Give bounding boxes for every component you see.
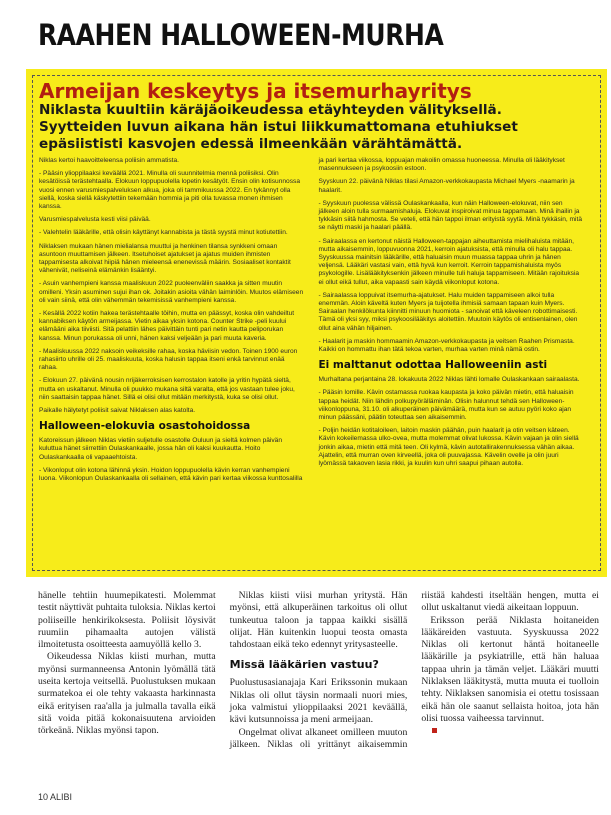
page-header [0,0,611,56]
body-paragraph-last [421,725,599,737]
box-paragraph: - Haalarit ja maskin hommaamin Amazon-verkkokaupasta ja veitsen Raahen Prismasta. Kaikki on hommattu ihan tätä tekoa varten, murhaa varten minä nämä ostin. [318,337,575,354]
box-paragraph: Varusmiespalvelusta kesti viisi päivää. [39,216,151,224]
article-body-columns [38,590,599,785]
box-paragraph: - Sairaalassa loppuivat itsemurha-ajatukset. Halu muiden tappamiseen alkoi tulla enemmän. Aloin käveltä kuten Myers ja tuijotella ihmisiä samaan tapaan kuin Myers. Sairaalan henkilökunta kiinnitti minuun huomiota - sanoivat että käveleen robottimaisesti. Tämä oli yksi syy, miksi psykoosilääkitys aloitettiin. Muutoin käytös oli entisenlainen, olen ollut aina vähän hiljainen. [318,291,578,332]
section-kicker: RAAHEN HALLOWEEN-MURHA [38,18,444,52]
box-paragraph: - Pääsin ylioppilaaksi keväällä 2021. Minulla oli suunnitelmia mennä poliisiksi. Olin kesätöissä terästehtaalla. Elokuun loppupuolella lopetin kesätyöt. Ensin olin kotisunnossa vuosi ennen varusmiespalveluksen alkua, joka oli tammikuussa 2022. En tykännyt olla siellä, koska siellä käskytettiin tekemään hommia ja piti olla tuvassa monen ihmisen kanssa. [39,170,300,211]
body-paragraph: Eriksson perää Niklasta hoitaneiden lääkäreiden vastuuta. Syyskuussa 2022 Niklas oli kertonut häntä hoitaneelle lääkärille ja psykiatrille, että hän haluaa tappaa uhrin ja tämän veljet. Lääkäri muutti Niklaksen lääkitystä, mutta muuta ei tuolloin tehty. Niklaksen sanomisia ei otettu tosissaan eikä hän ole saanut sellaista hoitoa, jota hän olisi tuossa vaiheessa tarvinnut. [421,614,599,724]
end-mark-icon [432,728,437,733]
box-paragraph: - Pääsin lomille. Kävin ostamassa ruokaa kaupasta ja koko päivän mietin, että haluaisin tappaa heidät. Niin lähdin polkupyörälläminän. Olisin halunnut tehdä sen Halloween-viikonloppuna, 31.10. oli alkuperäinen päivämäärä, mutta kun se autuu pyöri koko ajan minun päässäni, päätin toteuttaa sen aikaisemmin. [318,389,574,422]
box-text-columns [39,157,584,569]
box-paragraph: - Sairaalassa en kertonut näistä Halloween-tappajan aiheuttamista mielihaluista mitään, mutta aikaisemmin, loppuvuonna 2021, kerroin ajatuksista, että minulla oli halu tappaa. Syyskuussa mainitsin lääkärille, että haluaisin muun muassa tappaa uhrin ja hänen veljensä. Lääkäri vastasi vain, että hyvä kun kerroit. Kerroin tappamishaluista myös psykologille. Lisälääkityksenkin jälkeen minulle tuli haluja tappamiseen. Mitään rajoituksia ei ollut eikä tullut, aika vapaasti sain käydä viikonloput kotona. [318,237,580,286]
box-paragraph: - Poljin heidän kotitaloileen, laitoin maskin päähän, puin haalarit ja otin veitsen käteen. Kävin kokeilemassa ulko-ovea, mutta molemmat olivat lukossa. Kävin vajaan ja olin siellä jonkin aikaa, mietin että mitä teen. Oli kylmä, kävin autotallirakennuksessa vähän aikaa. Ajattelin, että murran oven kirveellä, joka oli puuvajassa. Kävelin ovelle ja olin juuri lyömässä takaoven lasia rikki, ja kuulin kun uhri saapui pihaan autolla. [318,427,579,468]
box-paragraph: Syyskuun 22. päivänä Niklas tilasi Amazon-verkkokaupasta Michael Myers -naamarin ja haalarit. [318,178,575,194]
box-paragraph: Katoreissun jälkeen Niklas vietiin suljetulle osastolle Ouluun ja sieltä kolmen päivän kuluttua hänet siirrettiin Oulaskankaalle, jossa hän oli kaksi kuukautta. Hoito Oulaskankaalla oli vapaaehtoista. [39,437,282,461]
box-title: Armeijan keskeytys ja itsemurhayritys [39,79,472,103]
page-footer: 10 ALIBI [38,792,73,802]
body-subheading: Missä lääkärien vastuu? [229,658,379,672]
box-paragraph: Niklas kertoi haavoitteleensa poliisin ammatista. [39,157,179,164]
body-paragraph: hänelle tehtiin huumepikatesti. Molemmat testit näyttivät puhtaita tuloksia. Niklas kertoi poliiseille henkirikoksesta. Poliisit löysivät ruumiin pihamaalta autojen välistä ilmoitetusta osoitteesta aamuyöllä kello 3. [38,590,216,651]
box-subheading: Ei malttanut odottaa Halloweeniin asti [318,359,548,372]
box-paragraph: Murhaltana perjantaina 28. lokakuuta 2022 Niklas lähti lomalle Oulaskankaan sairaalasta. [318,376,580,384]
box-paragraph: Niklaksen mukaan hänen mielialansa muuttui ja henkinen tilansa synkkeni omaan asuntoon muuttamisen jälkeen. Itsetuhoiset ajatukset ja ajatus muiden ihmisten tappamisesta alkoivat hiipiä hänen mieleensä enenevissä määrin. Sosiaaliset kontaktit vähenivät, neliseinä elämänkin lisääntyi. [39,242,291,275]
box-lead: Niklasta kuultiin käräjäoikeudessa etäyhteyden välityksellä. Syytteiden luvun aikana hän istui liikkumattomana etuhiukset epäsiististi kasvojen edessä ilmeenkään värähtämättä. [39,102,518,152]
body-paragraph: Puolustusasianajaja Kari Erikssonin mukaan Niklas oli ollut täysin normaali nuori mies, joka valmistui ylioppilaaksi 2021 keväällä, kävi kutsunnoissa ja meni armeijaan. [229,677,408,726]
box-paragraph: Paikalle hälytetyt poliisit saivat Niklaksen alas katolta. [39,407,196,415]
box-paragraph: - Elokuun 27. päivänä nousin nrijäkerroksisen kerrostalon katolle ja yritin hypätä sieltä, mutta en uskaltanut. Minulla oli puukko mukana siltä varalta, että jos vastaan tulee joku, niin saattaisin tappaa hänet. Sillä ei olisi ollut mitään merkitystä, kuka se olisi ollut. [39,377,295,401]
box-paragraph: - Kesällä 2022 kotiin hakea terästehtaalle töihin, mutta en päässyt, koska olin vahdeiltut kannabiksen käytön armeijassa. Vietin aikaa yksin kotona. Counter Strike -peli kuului elämääni aika tiiviisti. Sitä pelattiin lähes päivittäin tunti pari netin kautta peliporukan kanssa. Minun porukassa oli unni, hänen kaksi veljeään ja pari muuta kaveria. [39,310,295,342]
box-paragraph: - Valehtelin lääkärille, että olisin käyttänyt kannabista ja tästä syystä minut kotiutettiin. [39,229,288,237]
body-paragraph: Ongelmat olivat alkaneet omilleen muuton jälkeen. Niklas oli yrittänyt aikaisemmin riistää kahdesti itseltään hengen, mutta ei ollut uskaltanut viedä aikeitaan loppuun. [229,590,599,750]
box-paragraph: - Syyskuun puolessa välissä Oulaskankaalla, kun näin Halloween-elokuvat, niin sen jälkeen aloin tulla surmaamishaluja. Elokuvat inspiroivat minua tappamaan. Minä ihailin ja tykkäsin siitä hahmosta. Se veteli, että hän tappoi ilman erityistä syytä. Minä tykkäsin, mitä se näytti maski ja haalari päällä. [318,199,582,232]
box-paragraph: - Asuin vanhempieni kanssa maaliskuun 2022 puoleenväliin saakka ja sitten muutin omilleni. Yksin asuminen sujui ihan ok. Joitakin asioita vähän laiminlöin. Muutos elämiseen oli vain siinä, että olin vähemmän tekemisissä vanhempieni kanssa. [39,280,304,304]
body-paragraph: Niklas kiisti viisi murhan yritystä. Hän myönsi, että alkuperäinen tarkoitus oli ollut tunkeutua taloon ja tappaa kaikki sisällä olijat. Hän kuitenkin luopui teosta omasta tahdostaan eikä teko edennyt yritysasteelle. [229,590,408,651]
box-paragraph: - Maaliskuussa 2022 naksoin veikeksille rahaa, koska häviisin vedon. Toinen 1900 euron rahasiirto uhrille oli 25. maaliskuuta, koska halusin tappaa itseni enkä tarvinnut enää rahaa. [39,347,298,372]
box-paragraph: - Vikonloput olin kotona lähinnä yksin. Hoidon loppupuolella kävin kerran vanhempieni luona. Viikonlopun Oulaskankaalla oli sellainen, että kävin pari kertaa viikossa kunttosalilla ja pari kertaa viikossa, loppuajan makoilin omassa huoneessa. Minulla oli lääkitykset masennukseen ja psykoosiin estoon. [39,157,565,483]
body-paragraph: Oikeudessa Niklas kiisti murhan, mutta myönsi surmanneensa Antonin lyömällä tätä useita kertoja veitsellä. Puolustuksen mukaan surmatekoa ei ole tehty vakaasta harkinnasta eikä erityisen raa'alla ja julmalla tavalla eikä sitä voida pitää kokonaisuutena arvioiden törkeänä. Niklas myönsi tapon. [38,651,216,737]
box-subheading: Halloween-elokuvia osastohoidossa [39,420,251,433]
